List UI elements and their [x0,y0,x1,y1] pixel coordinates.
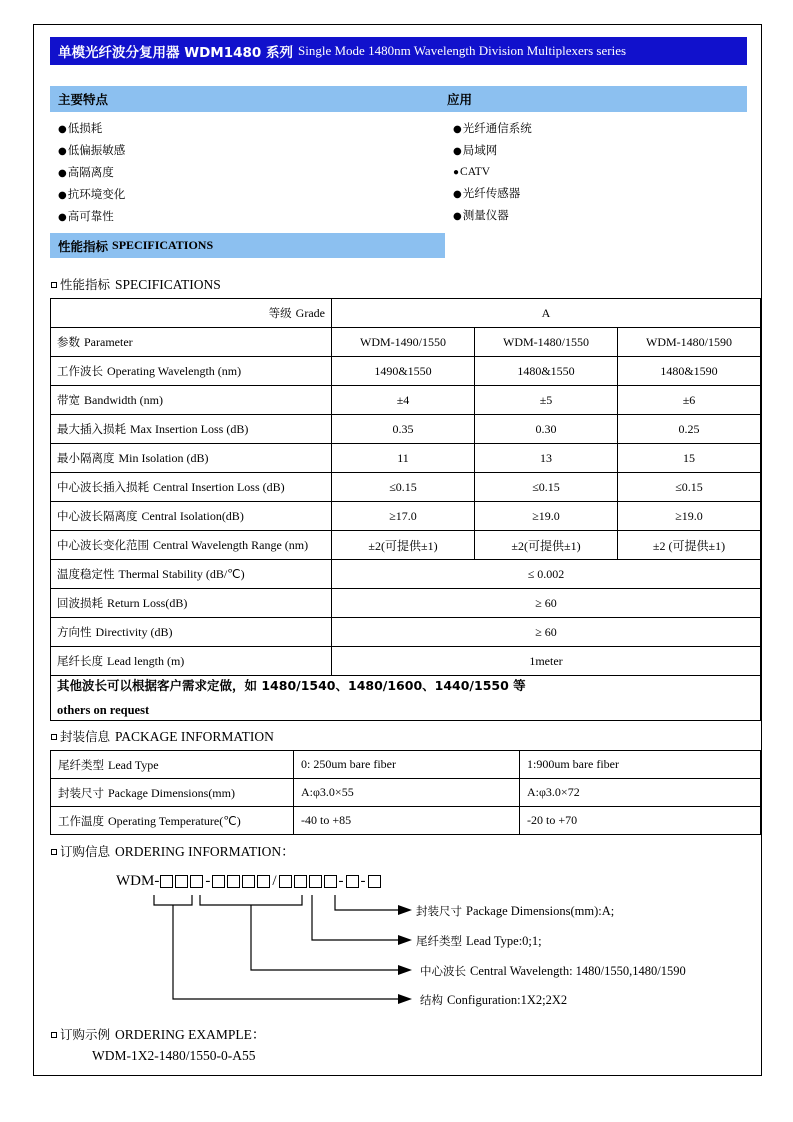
column-header [332,328,475,357]
parameter-cell [51,415,332,444]
example-caption-cn: 订购示例 [60,1027,111,1042]
applications-heading: 应用 [447,91,473,107]
column-header [475,328,618,357]
leader-label-en: Central Wavelength: 1480/1550,1480/1590 [470,964,686,978]
bullet-icon: ● [58,124,67,135]
value-cell [332,415,475,444]
value: 0.25 [678,421,700,436]
leader-label-lead-type [416,933,542,949]
leader-label-cn: 结构 [420,993,443,1007]
ordering-caption-en: ORDERING INFORMATION： [115,844,295,859]
parameter-en: Package Dimensions(mm) [108,785,235,800]
value: 15 [683,450,695,465]
leader-label-en: Lead Type:0;1; [466,934,542,948]
parameter-cn: 中心波长插入损耗 [57,480,149,494]
ordering-code-prefix: WDM- [116,873,160,889]
value: ±2(可提供±1) [368,538,438,553]
value: ≥19.0 [675,508,703,523]
leader-label-package-dimensions [416,903,614,919]
parameter-cn: 回波损耗 [57,596,103,610]
applications-list [445,118,747,228]
list-item [50,118,445,140]
value: ±5 [539,392,553,407]
square-bullet-icon [51,734,57,740]
value-cell [618,415,761,444]
list-item [50,206,445,228]
list-item [445,140,747,162]
note-line-cn: 其他波长可以根据客户需求定做，如 1480/1540、1480/1600、1440/1550 等 [57,678,526,693]
parameter-cell [51,647,332,676]
list-item [445,183,747,205]
parameter-en: Directivity (dB) [95,625,173,639]
value: 0: 250um bare fiber [301,757,396,771]
value: A:φ3.0×55 [301,785,354,799]
specifications-table [50,298,761,721]
grade-label-en: Grade [295,306,325,320]
list-item-label: 高隔离度 [67,165,114,179]
table-row-note [51,676,761,721]
value-cell [294,751,520,779]
specifications-caption [50,275,747,293]
value-cell-merged [332,589,761,618]
features-applications-header [50,86,747,112]
parameter-en: Central Insertion Loss (dB) [153,480,285,494]
parameter-label-cn: 参数 [57,335,80,349]
table-row [51,473,761,502]
list-item [50,184,445,206]
specifications-bar-label-en: SPECIFICATIONS [112,238,214,252]
note-line-en: others on request [57,703,150,717]
parameter-en: Return Loss(dB) [107,596,188,610]
code-box [160,875,173,888]
parameter-header-cell [51,328,332,357]
features-heading: 主要特点 [58,91,109,107]
bullet-icon: ● [453,124,462,135]
features-list [50,118,445,228]
code-box [242,875,255,888]
parameter-cn: 最大插入损耗 [57,422,126,436]
value: A:φ3.0×72 [527,785,580,799]
parameter-cn: 封装尺寸 [58,785,104,800]
parameter-cell [51,589,332,618]
table-row [51,618,761,647]
list-item-label: CATV [460,166,491,178]
bullet-icon: ● [453,146,462,157]
specifications-bar-label-cn: 性能指标 [58,238,109,254]
value: 1480&1590 [660,363,718,378]
custom-wavelength-note [51,676,761,721]
parameter-cell [51,473,332,502]
parameter-en: Central Wavelength Range (nm) [153,538,309,552]
list-item [445,118,747,140]
example-caption-en: ORDERING EXAMPLE： [115,1027,266,1042]
column-header [618,328,761,357]
parameter-cn: 工作温度 [58,813,104,828]
value: ≤0.15 [675,479,703,494]
bullet-icon: ● [58,146,67,157]
grade-value-cell [332,299,761,328]
bullet-icon: ● [453,167,460,178]
value: 13 [540,450,552,465]
page-border [33,24,762,1076]
list-item [50,140,445,162]
parameter-cell [51,386,332,415]
bullet-icon: ● [453,189,462,200]
list-item-label: 光纤传感器 [462,186,521,200]
parameter-en: Thermal Stability (dB/℃) [118,567,245,581]
value: ≤0.15 [532,479,560,494]
grade-value: A [541,305,551,320]
ordering-code-pattern [116,873,382,890]
leader-label-cn: 中心波长 [420,964,466,978]
code-box [257,875,270,888]
square-bullet-icon [51,282,57,288]
parameter-cell [51,807,294,835]
value-cell-merged [332,647,761,676]
ordering-caption [50,840,747,860]
code-box [227,875,240,888]
value-cell [332,386,475,415]
value-cell [618,386,761,415]
parameter-cn: 中心波长变化范围 [57,538,149,552]
table-row [51,415,761,444]
value-cell [332,444,475,473]
parameter-en: Lead Type [108,757,159,772]
parameter-cn: 中心波长隔离度 [57,509,138,523]
title-english: Single Mode 1480nm Wavelength Division Multiplexers series [298,43,627,58]
value-cell [294,807,520,835]
leader-label-cn: 尾纤类型 [416,934,462,948]
parameter-cell [51,560,332,589]
code-box [279,875,292,888]
value-cell [332,473,475,502]
value: -20 to +70 [527,813,578,827]
parameter-cn: 方向性 [57,625,92,639]
table-row-grade [51,299,761,328]
value-cell [475,473,618,502]
value: 11 [397,450,409,465]
features-applications-body [50,118,747,228]
code-box [212,875,225,888]
parameter-cn: 温度稳定性 [57,567,115,581]
value-cell [332,531,475,560]
table-row [51,444,761,473]
value-cell [332,502,475,531]
ordering-code-diagram [50,865,747,1023]
value-cell-merged [332,618,761,647]
code-box [309,875,322,888]
value: ≥17.0 [389,508,417,523]
parameter-en: Operating Temperature(℃) [108,813,241,828]
value-cell [520,751,761,779]
parameter-cell [51,751,294,779]
table-row [51,589,761,618]
value-cell [475,531,618,560]
grade-header-cell [51,299,332,328]
list-item-label: 高可靠性 [67,209,114,223]
specifications-caption-cn: 性能指标 [60,277,111,292]
value: ≥19.0 [532,508,560,523]
title-chinese: 单模光纤波分复用器 WDM1480 系列 [58,45,294,61]
parameter-cell [51,357,332,386]
code-box [324,875,337,888]
value-cell [475,444,618,473]
parameter-en: Lead length (m) [107,654,185,668]
package-caption [50,727,747,745]
code-separator: - [360,873,366,889]
table-row [51,357,761,386]
list-item-label: 抗环境变化 [67,187,126,201]
value-cell [618,473,761,502]
value: ±2(可提供±1) [511,538,581,553]
table-row [51,386,761,415]
parameter-cn: 工作波长 [57,364,103,378]
value-cell [475,357,618,386]
parameter-en: Max Insertion Loss (dB) [130,422,249,436]
leader-label-en: Configuration:1X2;2X2 [447,993,568,1007]
value: 1490&1550 [374,363,432,378]
value-cell [618,502,761,531]
table-row [51,807,761,835]
value-cell [475,386,618,415]
parameter-label-en: Parameter [84,335,133,349]
package-information-table [50,750,761,835]
table-row [51,751,761,779]
square-bullet-icon [51,1032,57,1038]
value: ±2 (可提供±1) [652,538,726,553]
column-header-label: WDM-1480/1550 [503,334,589,349]
value-cell [618,357,761,386]
list-item [445,205,747,227]
package-caption-en: PACKAGE INFORMATION [115,729,274,744]
value-cell [618,444,761,473]
grade-label-cn: 等级 [268,306,292,320]
table-row [51,560,761,589]
code-slash: / [272,873,277,889]
page-content [50,33,747,1064]
ordering-example-caption [50,1023,747,1043]
parameter-cn: 最小隔离度 [57,451,115,465]
bullet-icon: ● [58,190,67,201]
column-header-label: WDM-1480/1590 [646,334,732,349]
value: -40 to +85 [301,813,352,827]
value: 0.35 [392,421,414,436]
parameter-cell [51,779,294,807]
parameter-en: Bandwidth (nm) [84,393,163,407]
leader-label-central-wavelength [420,963,686,979]
value: ±6 [682,392,696,407]
bullet-icon: ● [453,211,462,222]
table-row [51,502,761,531]
value-cell [294,779,520,807]
document-title-banner [50,37,747,65]
table-row-parameter-header [51,328,761,357]
value-cell [475,502,618,531]
list-item-label: 局域网 [462,143,498,157]
specifications-section-bar [50,233,445,258]
code-box [368,875,381,888]
code-box [175,875,188,888]
parameter-en: Min Isolation (dB) [118,451,209,465]
value-cell [475,415,618,444]
code-box [294,875,307,888]
parameter-cell [51,618,332,647]
value: ±4 [396,392,410,407]
leader-label-en: Package Dimensions(mm):A; [466,904,615,918]
code-separator: - [338,873,344,889]
code-box [346,875,359,888]
code-box [190,875,203,888]
value-cell-merged [332,560,761,589]
bullet-icon: ● [58,168,67,179]
table-row [51,531,761,560]
list-item [445,162,747,183]
parameter-cell [51,444,332,473]
value: ≥ 60 [535,624,557,639]
value: 1:900um bare fiber [527,757,619,771]
parameter-cn: 尾纤长度 [57,654,103,668]
parameter-en: Central Isolation(dB) [141,509,244,523]
list-item-label: 低偏振敏感 [67,143,126,157]
value-cell [618,531,761,560]
value: 1480&1550 [517,363,575,378]
parameter-cell [51,502,332,531]
column-header-label: WDM-1490/1550 [360,334,446,349]
ordering-example-code: WDM-1X2-1480/1550-0-A55 [92,1048,256,1063]
value-cell [520,779,761,807]
package-caption-cn: 封装信息 [60,729,111,744]
parameter-cn: 带宽 [57,393,80,407]
value: 1meter [529,653,563,668]
code-separator: - [205,873,211,889]
list-item-label: 测量仪器 [462,208,509,222]
value: ≤ 0.002 [527,566,565,581]
table-row [51,647,761,676]
parameter-cn: 尾纤类型 [58,757,104,772]
value: ≤0.15 [389,479,417,494]
leader-label-cn: 封装尺寸 [416,904,462,918]
features-heading-cell [50,90,445,109]
leader-label-configuration [420,992,567,1008]
specifications-caption-en: SPECIFICATIONS [115,277,221,292]
applications-heading-cell [445,90,747,109]
value-cell [520,807,761,835]
square-bullet-icon [51,849,57,855]
value: ≥ 60 [535,595,557,610]
value-cell [332,357,475,386]
value: 0.30 [535,421,557,436]
list-item [50,162,445,184]
parameter-cell [51,531,332,560]
list-item-label: 光纤通信系统 [462,121,532,135]
table-row [51,779,761,807]
parameter-en: Operating Wavelength (nm) [107,364,242,378]
list-item-label: 低损耗 [67,121,103,135]
bullet-icon: ● [58,212,67,223]
ordering-caption-cn: 订购信息 [60,844,111,859]
